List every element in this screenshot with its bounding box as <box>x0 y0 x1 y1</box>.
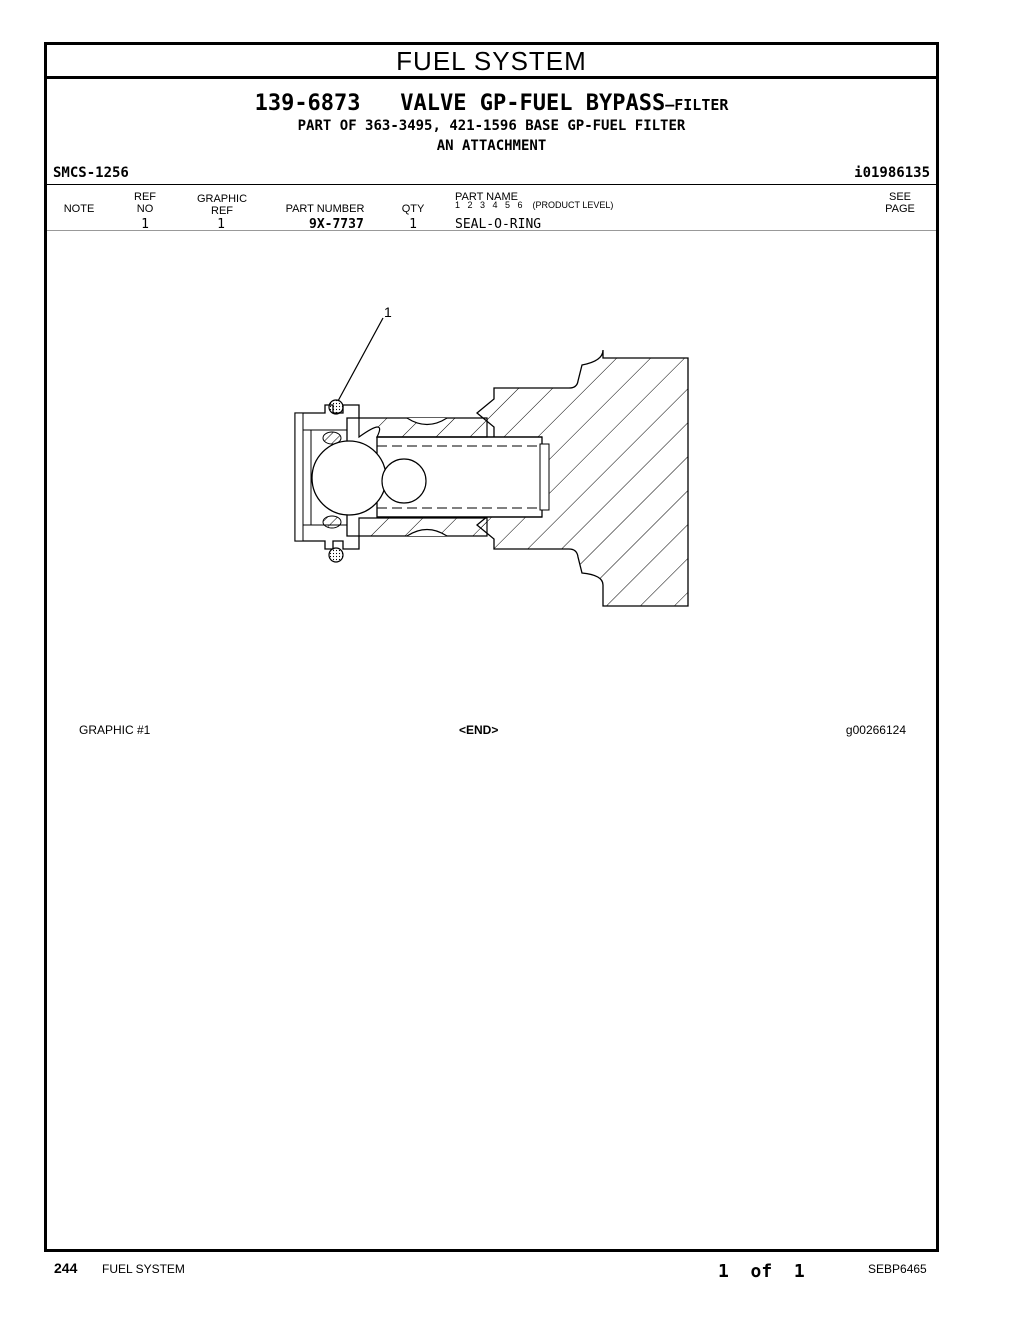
attachment-line: AN ATTACHMENT <box>436 138 547 154</box>
col-see-page-bottom: PAGE <box>885 203 915 215</box>
part-of-line: PART OF 363-3495, 421-1596 BASE GP-FUEL FILTER <box>297 118 686 134</box>
page-of: 1 of 1 <box>718 1261 805 1282</box>
row-graphic-ref: 1 <box>217 217 225 232</box>
callout-label: 1 <box>384 304 392 320</box>
col-part-number: PART NUMBER <box>285 203 365 215</box>
col-see-page-top: SEE <box>888 191 911 203</box>
col-graphic-ref-top: GRAPHIC <box>196 193 248 205</box>
col-ref-no-bottom: NO <box>136 203 154 215</box>
row-part-number[interactable]: 9X-7737 <box>309 217 364 232</box>
row-qty: 1 <box>409 217 417 232</box>
valve-drawing <box>47 45 936 645</box>
page-number: 244 <box>54 1260 78 1276</box>
document-id: i01986135 <box>854 165 930 181</box>
row-part-name: SEAL-O-RING <box>455 217 542 232</box>
footer-section: FUEL SYSTEM <box>102 1262 185 1276</box>
graphic-id: g00266124 <box>845 723 906 737</box>
callout-leader <box>338 318 383 401</box>
col-qty: QTY <box>401 203 425 215</box>
page-frame <box>44 42 939 1252</box>
group-suffix: —FILTER <box>665 96 729 114</box>
product-levels: 1 2 3 4 5 6 (PRODUCT LEVEL) <box>455 200 614 210</box>
group-part-number: 139-6873 <box>254 91 361 116</box>
col-note: NOTE <box>63 203 95 215</box>
footer-doc-number: SEBP6465 <box>868 1262 927 1276</box>
col-ref-no-top: REF <box>134 191 156 203</box>
graphic-caption: GRAPHIC #1 <box>79 723 151 737</box>
section-title: FUEL SYSTEM <box>47 45 936 79</box>
col-graphic-ref-bottom: REF <box>211 205 233 217</box>
end-marker: <END> <box>459 723 499 737</box>
group-name: VALVE GP-FUEL BYPASS <box>400 91 666 116</box>
row-ref-no: 1 <box>141 217 149 232</box>
smcs-code: SMCS-1256 <box>53 165 129 181</box>
col-part-name: PART NAME <box>455 191 518 203</box>
